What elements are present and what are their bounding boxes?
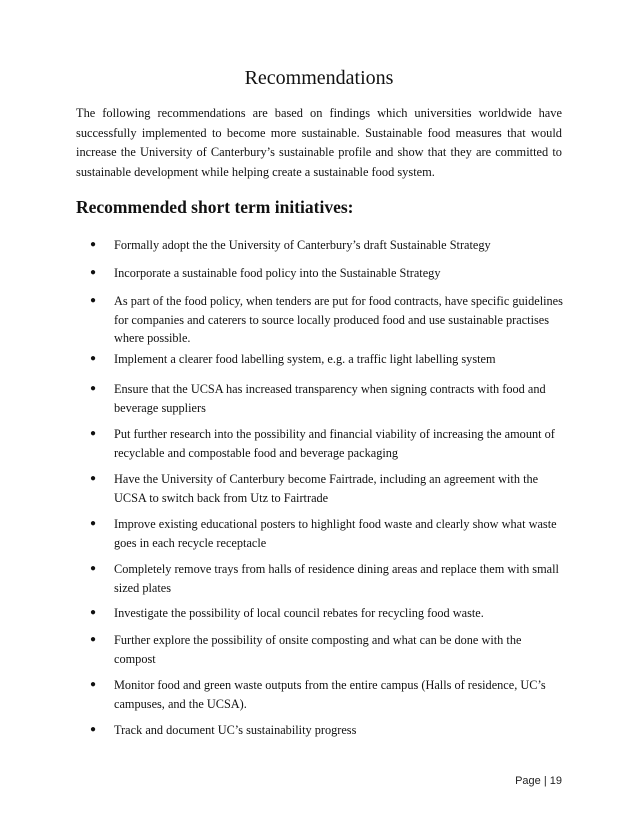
list-item [90, 264, 570, 283]
list-item-text: Have the University of Canterbury become Fairtrade, including an agreement with the UCSA to switch back from Utz to Fairtrade [114, 472, 539, 505]
bullet-icon: ● [90, 634, 97, 645]
list-item-text: Improve existing educational posters to highlight food waste and clearly show what waste goes in each recycle receptacle [114, 517, 557, 550]
bullet-icon: ● [90, 518, 97, 529]
bullet-icon: ● [90, 473, 97, 484]
list-item-text: Incorporate a sustainable food policy into the Sustainable Strategy [114, 266, 441, 280]
list-item-text: Completely remove trays from halls of residence dining areas and replace them with small sized plates [114, 562, 559, 595]
bullet-icon: ● [90, 679, 97, 690]
bullet-icon: ● [90, 563, 97, 574]
bullet-icon: ● [90, 428, 97, 439]
list-item-text: Put further research into the possibility and financial viability of increasing the amount of recyclable and compostable food and beverage packaging [114, 427, 555, 460]
list-item-text: As part of the food policy, when tenders are put for food contracts, have specific guidelines for companies and caterers to source locally produced food and use sustainable practises where possible. [114, 294, 563, 345]
list-item [90, 560, 570, 597]
bullet-icon: ● [90, 295, 97, 306]
page-title: Recommendations [244, 67, 394, 89]
bullet-icon: ● [90, 239, 97, 250]
list-item [90, 380, 570, 417]
bullet-icon: ● [90, 267, 97, 278]
list-item [90, 604, 570, 623]
list-item [90, 631, 570, 668]
bullet-icon: ● [90, 724, 97, 735]
list-item [90, 676, 570, 713]
bullet-icon: ● [90, 383, 97, 394]
section-heading: Recommended short term initiatives: [76, 197, 354, 217]
list-item [90, 236, 570, 255]
list-item-text: Implement a clearer food labelling system, e.g. a traffic light labelling system [114, 352, 496, 366]
page-number: Page | 19 [515, 775, 562, 787]
bullet-icon: ● [90, 607, 97, 618]
list-item [90, 470, 570, 507]
list-item-text: Formally adopt the the University of Canterbury’s draft Sustainable Strategy [114, 238, 491, 252]
list-item-text: Monitor food and green waste outputs from the entire campus (Halls of residence, UC’s campuses, and the UCSA). [114, 678, 546, 711]
list-item-text: Further explore the possibility of onsite composting and what can be done with the compost [114, 633, 522, 666]
list-item-text: Ensure that the UCSA has increased transparency when signing contracts with food and beverage suppliers [114, 382, 546, 415]
list-item-text: Investigate the possibility of local council rebates for recycling food waste. [114, 606, 484, 620]
bullet-icon: ● [90, 353, 97, 364]
list-item [90, 425, 570, 462]
list-item [90, 350, 570, 369]
intro-paragraph: The following recommendations are based on findings which universities worldwide have successfully implemented to become more sustainable. Sustainable food measures that would increase the University of Canterbury’s sustainable profile and show that they are committed to sustainable development while helping create a sustainable food system. [76, 106, 562, 179]
list-item-text: Track and document UC’s sustainability progress [114, 723, 357, 737]
list-item [90, 721, 570, 740]
list-item [90, 515, 570, 552]
list-item [90, 292, 570, 348]
